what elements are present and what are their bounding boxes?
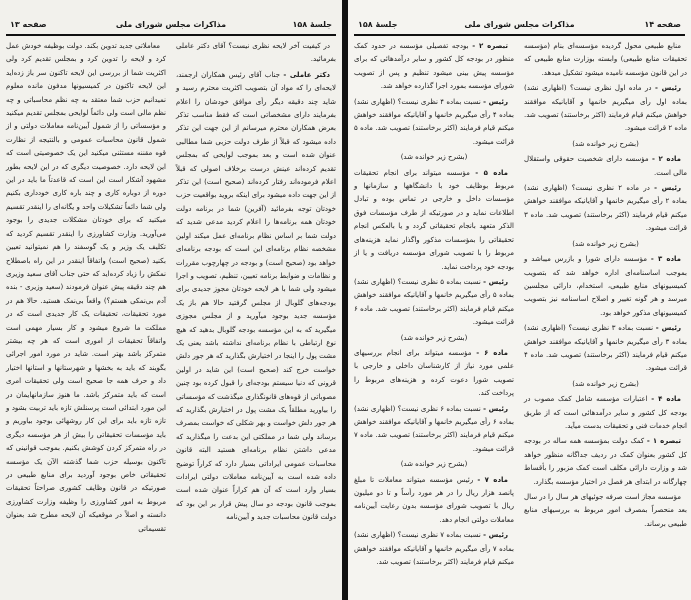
paragraph-text: در ماده ۲ نظری نیست؟ (اظهاری نشد) بماده ۲ رأی میگیریم خانمها و آقایانیکه موافقند خواهش میکنم قیام فرمایند (اکثر برخاستند) تصویب شد. ماده ۳ قرائت میشود.	[524, 184, 688, 233]
paragraph	[176, 40, 336, 67]
speaker-label: رئیس -	[654, 184, 681, 193]
paragraph-text: نسبت بماده ۶ نظری نیست؟ (اظهاری نشد) بماده ۶ رأی میگیریم خانمها و آقایانیکه موافقند خواهش میکنم قیام فرمایند (اکثر برخاستند) تصویب شد. ماده ۷ قرائت میشود.	[354, 404, 515, 453]
paragraph-text: کمک دولت بمؤسسه همه ساله در بودجه کل کشور بعنوان کمک در ردیف جداگانه منظور خواهد شد و وزارت دارائی مکلف است کمک مزبور را بأقساط چهارگانه در ابتدای هر فصل در اختیار مؤسسه بگذارد.	[524, 437, 687, 486]
paragraph-text: مؤسسه مجاز است صرفه جوئیهای هر سال را در سال بعد منحصراً بمصرف امور مربوط به بررسیهای منابع طبیعی برساند.	[523, 493, 687, 528]
speech-paragraph	[524, 82, 687, 136]
reading-note	[354, 332, 514, 345]
reading-note	[524, 238, 687, 251]
publication-title: مذاکرات مجلس شورای ملی	[115, 20, 227, 29]
left-page	[0, 0, 342, 600]
text-column	[524, 40, 687, 533]
paragraph-text: رئیس مؤسسه میتواند معاملات تا مبلغ پانصد هزار ریال را در هر مورد رأساً و تا دو میلیون ریال با تصویب شورای مؤسسه بدون رعایت آیین‌نامه معاملات دولتی انجام دهد.	[354, 475, 514, 524]
speaker-label: دکتر عاملی -	[283, 70, 330, 79]
paragraph-text: مؤسسه دارای شورا و بازرس میباشد و بموجب اساسنامه‌ای اداره خواهد شد که بتصویب کمیسیونهای منابع طبیعی، استخدام، دارائی مجلسین میرسد و هر گونه تغییر و اصلاح اساسنامه نیز بتصویب کمیسیونهای مذکور خواهد بود.	[524, 255, 687, 317]
speaker-label: ماده ۶ -	[476, 348, 508, 357]
paragraph-text: نسبت بماده ۷ نظری نیست؟ (اظهاری نشد) بماده ۷ رأی میگیریم خانمها و آقایانیکه موافقند خواهش میکنم قیام فرمایند (اکثر برخاستند) تصویب شد.	[354, 531, 515, 567]
speaker-label: تبصره ۲ -	[472, 42, 508, 50]
page-number: صفحه ۱۳	[10, 20, 47, 29]
right-page	[348, 0, 691, 600]
reading-note	[354, 151, 514, 164]
paragraph-text: (بشرح زیر خوانده شد)	[400, 333, 468, 342]
speech-paragraph	[354, 167, 514, 274]
paragraph	[524, 40, 687, 80]
speech-paragraph	[354, 474, 514, 528]
paragraph-text: (بشرح زیر خوانده شد)	[572, 379, 639, 388]
paragraph-text: نسبت بماده ۳ نظری نیست؟ (اظهاری نشد) بماده ۳ رأی میگیریم خانمها و آقایانیکه موافقند خواهش میکنم قیام فرمایند (اکثر برخاستند) تصویب شد. ماده ۴ قرائت میشود.	[524, 324, 688, 373]
paragraph-text: نسبت بماده ۴ نظری نیست؟ (اظهاری نشد) بماده ۴ رأی میگیریم خانمها و آقایانیکه موافقند خواهش میکنم قیام فرمایند (اکثر برخاستند) تصویب شد. ماده ۵ قرائت میشود.	[354, 97, 515, 146]
paragraph-text: مؤسسه میتواند برای انجام بررسیهای علمی مورد نیاز از کارشناسان داخلی و خارجی با تصویب شورا دعوت کرده و هزینه‌های مربوط را پرداخت کند.	[354, 348, 514, 398]
speaker-label: ماده ۵ -	[475, 168, 508, 177]
speaker-label: رئیس -	[483, 531, 508, 540]
paragraph-text: منابع طبیعی محول گردیده مؤسسه‌ای بنام (مؤسسه تحقیقات منابع طبیعی) وابسته بوزارت منابع طبیعی که در این قانون مؤسسه نامیده میشود تشکیل میدهد.	[524, 42, 687, 77]
reading-note	[354, 458, 514, 471]
speaker-label: رئیس -	[483, 404, 508, 413]
text-column	[176, 40, 336, 527]
paragraph-text: معاملاتی جدید تدوین بکند. دولت بوظیفه خودش عمل کرد و لایحه را تدوین کرد و بمجلس تقدیم کرد ولی اکثریت شما از بررسی این لایحه تاکنون سر باز زده‌اید این لایحه تاکنون در کمیسیونها مدفون مانده معلوم نمیدانیم حزب شما معتقد به چه نظم محاسباتی و چه نظم مالی است ولی دائماً لوایحی بمجلس تقدیم میکنید و مؤسساتی را از شمول آیین‌نامه معاملات دولتی و از شمول قانون محاسبات عمومی و بالنتیجه از نظارت قوه مقننه مستثنی میکنید این یک خصوصیتی است که این لایحه دارد. خصوصیت دیگری که در این لایحه بطور مشهود آشکار است این است که قاعدتاً ما باید در این دوره از دوباره کاری و چند باره کاری خودداری بکنیم ولی شما دائماً تشکیلات واحد و یگانه‌ای را اینقدر تقسیم میکنید که برای خودتان مشکلات جدیدی را بوجود می‌آورید. وزارت کشاورزی را اینقدر تقسیم کردید که تکلیف یک وزیر و یک گوسفند را هم نمیتوانید تعیین بکنید (صحیح است) واتفاقاً اینقدر در این راه باصطلاح نمکش را زیاد کرده‌اید که حتی جناب آقای سعید وزیری هم چند دقیقه پیش عنوان فرمودند (سعید وزیری - بنده آدم بی‌نمکی هستم؟) واقعاً بی‌نمک هستید. حالا هم در مورد تحقیقات، تحقیقات یک کار جدیدی است که در مملکت ما شروع میشود و کار بسیار مهمی است واتفاقاً تحقیقات از اموری است که هر چه بیشتر متمرکز باشد بهتر است. شاید در مورد امور اجرائی بگویند که باید به بخشها و شهرستانها و استانها اختیار داد و حرف همه جا صحیح است ولی تحقیقات امری است که باید متمرکز باشد. ما هنوز سازمانهایمان در این مورد ابتدائی است پرسنلش تازه باید تربیت بشود و تازه تازه باید برای این کار روشهائی بوجود بیاوریم و باید مؤسسات تحقیقاتی را بیش از هر مؤسسه دیگری در راه متمرکز کردن کوشش بکنیم. بموجب قوانینی که تاکنون بوسیله حزب شما گذشته الآن یک مؤسسه تحقیقاتی خاص بوجود آوردید برای منابع طبیعی در صورتیکه در قانون وظایف کشوری صراحتاً تحقیقات مربوط به امور کشاورزی را وظیفه وزارت کشاورزی دانسته و اصلاً در موقعیکه آن لایحه مطرح شد بعنوان تقسیماتی	[6, 42, 166, 533]
speech-paragraph	[524, 182, 687, 236]
paragraph-text: در کیفیت آخر لایحه نظری نیست؟ آقای دکتر عاملی بفرمائید.	[176, 42, 336, 64]
page-header	[6, 20, 336, 36]
session-number: جلسهٔ ۱۵۸	[358, 20, 398, 29]
publication-title: مذاکرات مجلس شورای ملی	[464, 20, 575, 29]
speaker-label: ماده ۳ -	[650, 255, 682, 264]
reading-note	[524, 378, 687, 391]
speaker-label: تبصره ۱ -	[646, 437, 682, 446]
speech-paragraph	[354, 276, 514, 330]
speech-paragraph	[354, 529, 514, 569]
speech-paragraph	[524, 393, 687, 433]
paragraph	[6, 40, 166, 536]
speech-paragraph	[524, 435, 687, 489]
speaker-label: رئیس -	[654, 84, 681, 93]
paragraph-text: (بشرح زیر خوانده شد)	[400, 460, 468, 469]
speech-paragraph	[354, 347, 514, 401]
speaker-label: رئیس -	[655, 324, 681, 333]
speaker-label: ماده ۷ -	[477, 475, 508, 484]
reading-note	[524, 138, 687, 151]
speech-paragraph	[176, 69, 336, 525]
speech-paragraph	[354, 40, 514, 94]
paragraph-text: (بشرح زیر خوانده شد)	[572, 139, 639, 148]
paragraph-text: مؤسسه میتواند برای انجام تحقیقات مربوط بوظایف خود با دانشگاهها و سازمانها و مؤسسات داخل و خارجی در تماس بوده و تبادل اطلاعات نماید و در صورتیکه از طرف مؤسسات فوق الذکر متعهد بانجام تحقیقاتی گردد و یا بالعکس انجام تحقیقاتی را بمؤسسات مذکور واگذار نماید هزینه‌های مربوط را با تصویب شورای مؤسسه دریافت و یا از بودجه خود پرداخت نماید.	[354, 168, 514, 271]
speaker-label: ماده ۴ -	[651, 395, 682, 404]
speech-paragraph	[524, 253, 687, 320]
paragraph-text: جناب آقای رئیس همکاران ارجمند، لایحه‌ای را که مواد آن بتصویب اکثریت محترم رسید و شاید چند دقیقه دیگر رأی موافق خودشان را اعلام بفرمایند دارای مشخصاتی است که فقط مناسب تذکر بعرض همکاران محترم میرسانم از این جهت این تذکر داده میشود که قبلاً از طرف دولت حزبی شما مطالبی عنوان شده است و بعد بموجب لوایحی که بمجلس تقدیم کرده‌اند عینش درست برخلاف اصولی که قبلاً اعلام فرموده‌اند رفتار کرده‌اند (صحیح است) این تذکر از این جهت داده میشود برای اینکه بروید بواقعیت حزب خودتان توجه بفرمائید (آفرین) شما در برنامه دولت خودتان همه برنامه‌ها را اعلام کردید مدعی شدید که دولت شما بر اساس نظام برنامه‌ای عمل میکند اولین مشخصه نظام برنامه‌ای این است که بودجه برنامه‌ای خواهد بود (صحیح است) و بودجه در چهارچوب مقررات و نظامات و ضوابط برنامه تعیین، تنظیم، تصویب و اجرا میشود ولی شما با هر لایحه خودتان مجوز جدیدی برای بودجه‌های گلوبال از مجلس گرفتید حالا هم باز یک مؤسسه جدید بوجود میآورید و از مجلس مجوزی میگیرید که به این مؤسسه بودجه گلوبال بدهید که هیچ نوع ارتباطی با نظام برنامه‌ای نداشته باشد یعنی یک مشت پول را اینجا در اختیارش بگذارید که هر جور دلش خواست خرج کند (صحیح است) این شاید در اولین قرونی که دنیا سیستم بودجه‌ای را قبول کرده بود چنین مصوباتی از قوه‌های قانونگذاری میگذشت که مؤسساتی را بیاورید مطلقاً یک مشت پول در اختیارش بگذارید که هر جور دلش خواست و بهر شکلی که خواست بمصرف برساند ولی شما در مملکتی این بدعت را میگذارید که مدعی داشتن نظام برنامه‌ای هستید البته قانون محاسبات عمومی ایراداتی بسیار دارد که کراراً توضیح داده شده است به آیین‌نامه معاملات دولتی ایرادات بسیار وارد است که آن هم کراراً عنوان شده است بموجب قانون بودجه دو سال پیش قرار بر این بود که دولت قانون محاسبات جدید و آیین‌نامه	[176, 70, 336, 522]
paragraph-text: اعتبارات مؤسسه شامل کمک مصوب در بودجه کل کشور و سایر درآمدهائی است که از طریق انجام خدمات فنی و تحقیقات بدست میآید.	[524, 395, 687, 430]
paragraph-text: (بشرح زیر خوانده شد)	[572, 239, 639, 248]
speaker-label: رئیس -	[483, 97, 508, 106]
speaker-label: ماده ۲ -	[652, 155, 682, 164]
speaker-label: رئیس -	[483, 277, 508, 286]
paragraph-text: (بشرح زیر خوانده شد)	[400, 153, 468, 162]
paragraph-text: بودجه تفصیلی مؤسسه در حدود کمک منظور در بودجه کل کشور و سایر درآمدهائی که برای مؤسسه پیش بینی میشود تنظیم و پس از تصویب شورای مؤسسه بمورد اجرا گذارده خواهد شد.	[354, 42, 514, 91]
page-number: صفحه ۱۴	[644, 20, 681, 29]
speech-paragraph	[354, 96, 514, 150]
paragraph	[524, 491, 687, 531]
text-column	[354, 40, 514, 571]
paragraph-text: نسبت بماده ۵ نظری نیست؟ (اظهاری نشد) بماده ۵ رأی میگیریم خانمها و آقایانیکه موافقند خواهش میکنم قیام فرمایند (اکثر برخاستند) تصویب شد. ماده ۶ قرائت میشود.	[354, 277, 515, 327]
text-column	[6, 40, 166, 538]
session-number: جلسهٔ ۱۵۸	[292, 20, 332, 29]
speech-paragraph	[524, 322, 687, 376]
paragraph-text: در ماده اول نظری نیست؟ (اظهاری نشد) بماده اول رأی میگیریم خانمها و آقایانیکه موافقند خواهش میکنم قیام فرمایند (اکثر برخاستند) تصویب شد. ماده ۲ قرائت میشود.	[524, 84, 687, 133]
page-header	[354, 20, 685, 36]
paragraph-text: مؤسسه دارای شخصیت حقوقی واستقلال مالی است.	[524, 155, 687, 177]
speech-paragraph	[354, 403, 514, 457]
speech-paragraph	[524, 153, 687, 180]
